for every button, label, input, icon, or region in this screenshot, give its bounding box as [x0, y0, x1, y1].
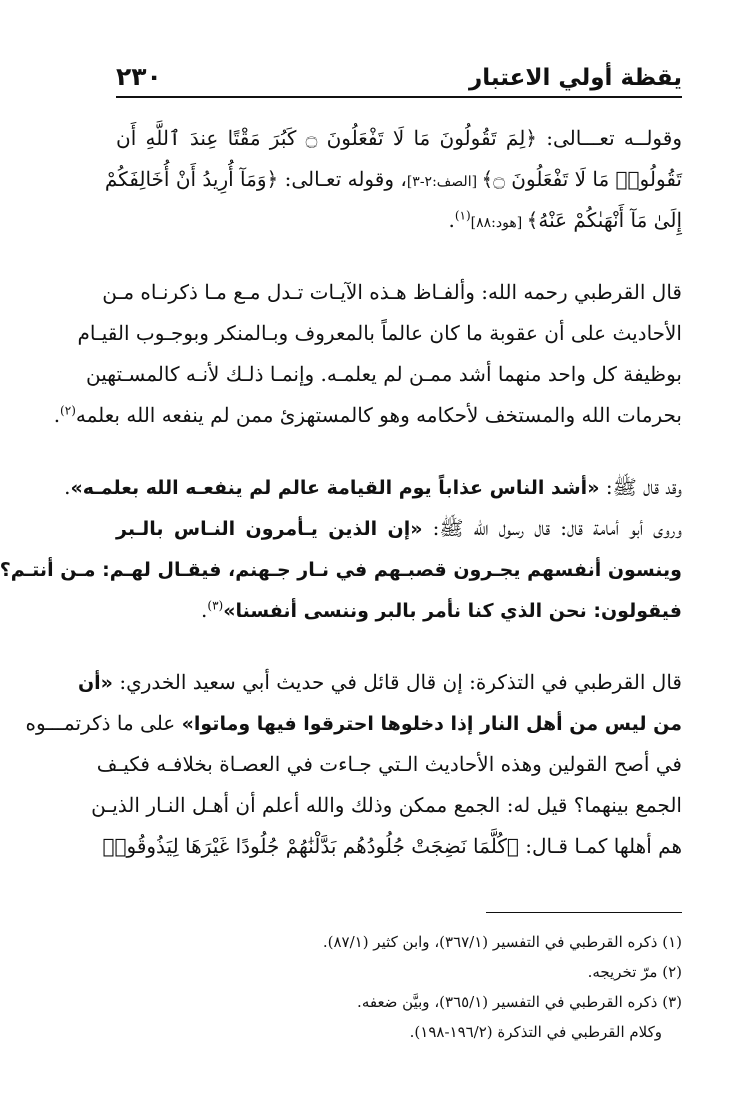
footnote-2: (٢) مرّ تخريجه. [587, 963, 682, 981]
footnote-marker: (٢) [60, 403, 76, 418]
quran-verse: إِلَىٰ مَآ أَنْهَىٰكُمْ عَنْهُ﴾ [526, 208, 682, 232]
quran-verse: ﴿لِمَ تَقُولُونَ مَا لَا تَفْعَلُونَ ۝ كَبُرَ مَقْتًا عِندَ ٱللَّهِ أَن [116, 126, 538, 150]
text-line: الأحاديث على أن عقوبة ما كان عالماً بالمعروف وبـالمنكر وبوجـوب القيـام [77, 321, 682, 345]
text-span: . [201, 598, 208, 622]
text-span: وقولــه تعـــالى: [537, 126, 682, 150]
page-header [116, 58, 682, 98]
hadith-text: وينسون أنفسهم يجـرون قصبـهم في نـار جـهنم، فيقـال لهـم: مـن أنتـم؟ [0, 559, 682, 581]
text-line [104, 159, 682, 199]
quran-verse: ﴿كُلَّمَا نَضِجَتْ جُلُودُهُم بَدَّلْنَٰهُمْ جُلُودًا غَيْرَهَا لِيَذُوقُوا۟ [102, 834, 519, 858]
hadith-text: «أن [77, 672, 113, 694]
text-line [102, 826, 682, 866]
book-title: يقظة أولي الاعتبار [468, 65, 682, 91]
quran-verse: ﴿وَمَآ أُرِيدُ أَنْ أُخَالِفَكُمْ [104, 167, 279, 191]
footnote-3: (٣) ذكره القرطبي في التفسير (٣٦٥/١)، وبيَّن ضعفه. [357, 993, 682, 1011]
hadith-text: نحن الذي كنا نأمر بالبر وننسى أنفسنا» [223, 600, 587, 622]
footnote-separator [486, 912, 682, 913]
text-span: ، وقوله تعـالى: [278, 167, 407, 191]
page-number: ٢٣٠ [116, 62, 162, 91]
text-line: الجمع بينهما؟ قيل له: الجمع ممكن وذلك والله أعلم أن أهـل النـار الذيـن [91, 793, 682, 817]
quran-verse: تَقُولُوا۟ مَا لَا تَفْعَلُونَ ۝﴾ [481, 167, 682, 191]
text-line [116, 590, 682, 630]
hadith-text: «أشد الناس عذاباً يوم القيامة عالم لم ينفعـه الله بعلمـه» [70, 477, 600, 499]
text-line: بوظيفة كل واحد منهما أشد ممـن لم يعلمـه. وإنمـا ذلـك لأنـه كالمسـتهين [86, 362, 682, 386]
text-span: وروى أبو أمامة قال: قال رسول الله ﷺ: [422, 516, 682, 540]
text-line: في أصح القولين وهذه الأحاديث الـتي جـاءت في العصـاة بخلافـه فكيـف [96, 752, 682, 776]
text-line [77, 662, 682, 702]
verse-reference: [الصف:٢-٣] [406, 174, 482, 190]
text-line [116, 508, 682, 548]
footnote-1: (١) ذكره القرطبي في التفسير (٣٦٧/١)، وابن كثير (٨٧/١). [322, 933, 682, 951]
text-line [53, 395, 682, 435]
text-span: فيقولون: [586, 600, 682, 622]
text-span: وقد قال ﷺ: [599, 475, 682, 499]
text-span: . [448, 208, 455, 232]
text-line [25, 703, 682, 743]
text-line [64, 467, 682, 507]
footnote-marker: (١) [454, 208, 471, 223]
text-line [0, 549, 682, 589]
text-span: على ما ذكرتمـــوه [25, 711, 182, 735]
text-span: بحرمات الله والمستخف لأحكامه وهو كالمستهزئ ممن لم ينفعه الله بعلمه [75, 403, 682, 427]
text-span: هم أهلها كمـا قـال: [518, 834, 682, 858]
footnote-3-continuation: وكلام القرطبي في التذكرة (١٩٦/٢-١٩٨). [409, 1023, 662, 1041]
text-line [116, 200, 682, 240]
footnote-marker: (٣) [207, 598, 224, 613]
verse-reference: [هود:٨٨] [470, 215, 527, 231]
text-span: . [53, 403, 61, 427]
hadith-text: من ليس من أهل النار إذا دخلوها احترقوا فيها وماتوا» [181, 713, 682, 735]
text-span: قال القرطبي في التذكرة: إن قال قائل في حديث أبي سعيد الخدري: [112, 670, 682, 694]
hadith-text: «إن الذين يـأمرون النـاس بالـبر [116, 518, 423, 540]
text-span: . [64, 475, 71, 499]
text-line [116, 118, 682, 158]
text-line: قال القرطبي رحمه الله: وألفـاظ هـذه الآيـات تـدل مـع مـا ذكرنـاه مـن [102, 280, 682, 304]
